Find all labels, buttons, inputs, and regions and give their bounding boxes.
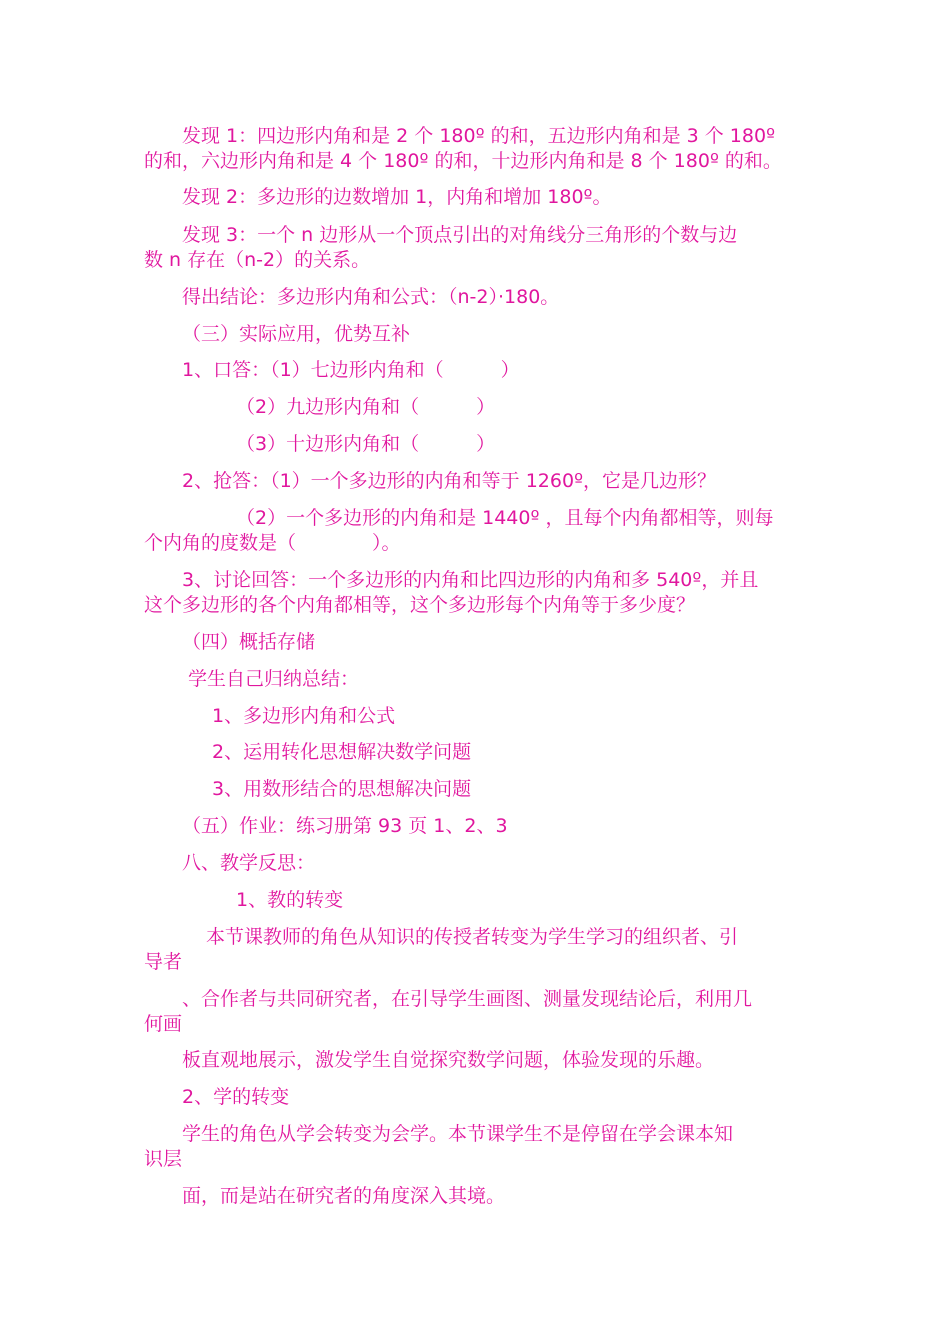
text-line: 发现 2：多边形的边数增加 1，内角和增加 180º。 xyxy=(182,186,612,208)
text-line: 八、教学反思： xyxy=(182,852,316,874)
text-line: 学生的角色从学会转变为会学。本节课学生不是停留在学会课本知 xyxy=(182,1123,734,1145)
text-line: 1、口答：（1）七边形内角和（ ） xyxy=(182,359,520,381)
text-line: 2、抢答：（1）一个多边形的内角和等于 1260º，它是几边形？ xyxy=(182,470,717,492)
text-line: （2）九边形内角和（ ） xyxy=(236,396,496,418)
text-line: 何画 xyxy=(144,1013,183,1035)
text-line: 学生自己归纳总结： xyxy=(188,668,360,690)
text-line: 3、用数形结合的思想解决问题 xyxy=(212,778,472,800)
text-line: 识层 xyxy=(144,1148,183,1170)
text-line: （2）一个多边形的内角和是 1440º ，且每个内角都相等，则每 xyxy=(236,507,774,529)
text-line: 数 n 存在（n-2）的关系。 xyxy=(144,249,371,271)
text-line: 本节课教师的角色从知识的传授者转变为学生学习的组织者、引 xyxy=(206,926,739,948)
text-line: 个内角的度数是（ ）。 xyxy=(144,532,401,554)
text-line: （四）概括存储 xyxy=(182,631,316,653)
text-line: 3、讨论回答：一个多边形的内角和比四边形的内角和多 540º，并且 xyxy=(182,569,759,591)
text-line: 这个多边形的各个内角都相等，这个多边形每个内角等于多少度？ xyxy=(144,594,696,616)
text-line: 的和，六边形内角和是 4 个 180º 的和，十边形内角和是 8 个 180º 的和。 xyxy=(144,150,782,172)
text-line: 发现 3：一个 n 边形从一个顶点引出的对角线分三角形的个数与边 xyxy=(182,224,738,246)
text-line: 发现 1：四边形内角和是 2 个 180º 的和，五边形内角和是 3 个 180º xyxy=(182,125,776,147)
text-line: 面，而是站在研究者的角度深入其境。 xyxy=(182,1185,506,1207)
text-line: （三）实际应用，优势互补 xyxy=(182,323,411,345)
text-line: 得出结论：多边形内角和公式：（n-2）·180。 xyxy=(182,286,560,308)
text-line: （五）作业：练习册第 93 页 1、2、3 xyxy=(182,815,508,837)
text-line: （3）十边形内角和（ ） xyxy=(236,433,496,455)
text-line: 、合作者与共同研究者，在引导学生画图、测量发现结论后，利用几 xyxy=(182,988,753,1010)
text-line: 板直观地展示，激发学生自觉探究数学问题，体验发现的乐趣。 xyxy=(182,1049,715,1071)
text-line: 导者 xyxy=(144,951,183,973)
text-line: 1、多边形内角和公式 xyxy=(212,705,396,727)
text-line: 1、教的转变 xyxy=(236,889,344,911)
text-line: 2、学的转变 xyxy=(182,1086,290,1108)
text-line: 2、运用转化思想解决数学问题 xyxy=(212,741,472,763)
